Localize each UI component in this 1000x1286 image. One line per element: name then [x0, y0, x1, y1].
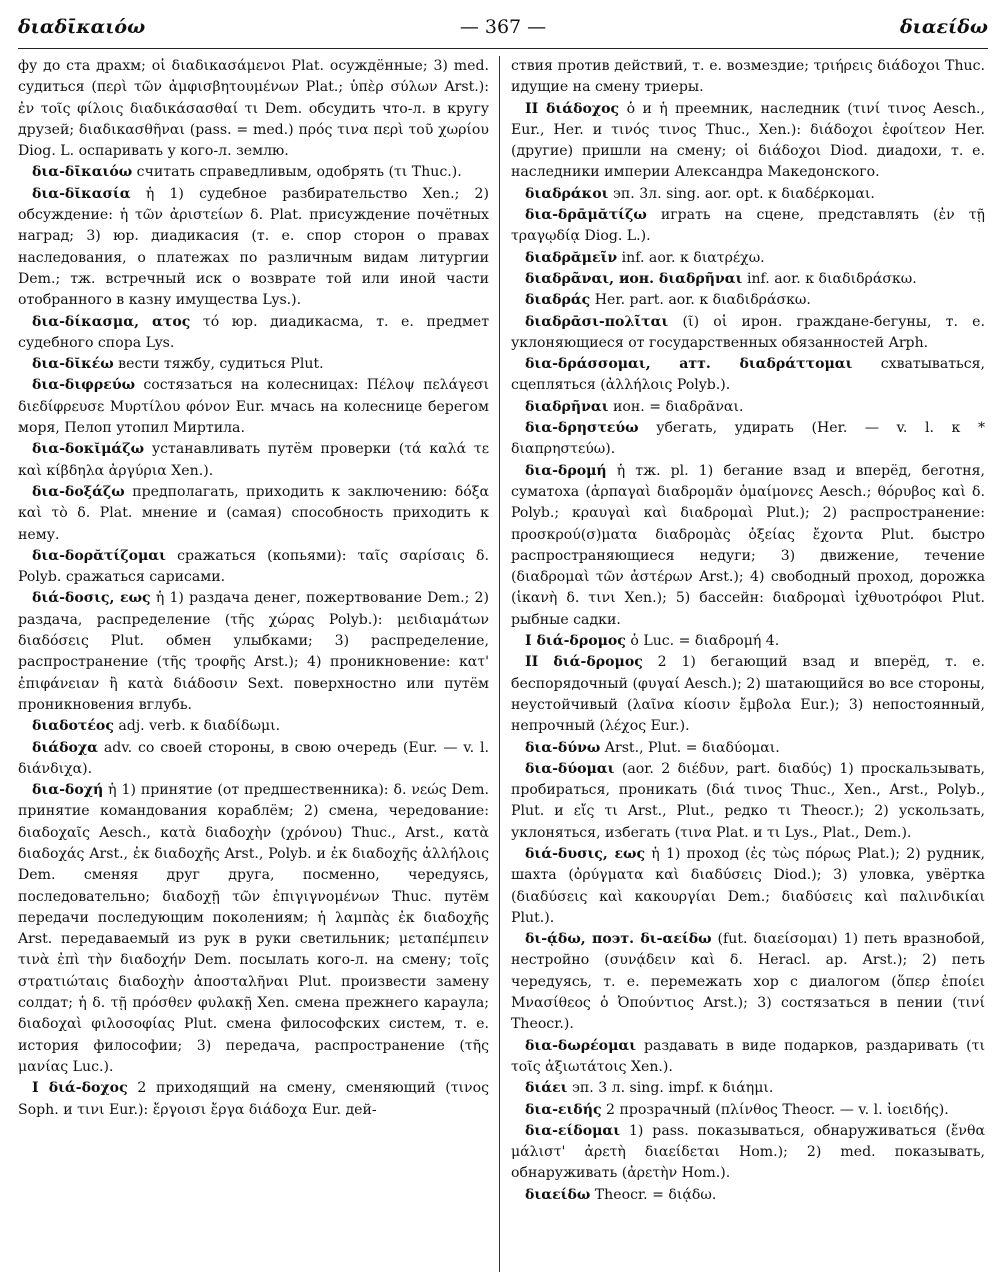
entry-definition: Theocr. = διᾴδω.: [594, 1186, 717, 1203]
entry-definition: эп. 3 л. sing. impf. к διάημι.: [571, 1080, 774, 1097]
entry-headword: δια-δρηστεύω: [525, 420, 639, 437]
dictionary-entry: [511, 631, 985, 652]
entry-headword: II διάδοχος: [525, 100, 620, 117]
dictionary-entry: [511, 418, 985, 461]
entry-headword: διάει: [525, 1080, 568, 1097]
entry-headword: δια-δράσσομαι, атт. διαδράττομαι: [525, 356, 853, 373]
entry-definition: предполагать, приходить к заключению: δόξα καὶ τὸ δ. Plat. мнение и (самая) способность приходить к нему.: [18, 483, 489, 543]
dictionary-entry: [18, 546, 489, 589]
entry-definition: adj. verb. к διαδίδωμι.: [118, 718, 281, 735]
entry-headword: δια-δορᾰτίζομαι: [32, 547, 166, 564]
entry-definition: (ῖ) οἱ ирон. граждане-бегуны, т. е. уклоняющиеся от государственных обязанностей Arph.: [511, 313, 985, 351]
entry-headword: δια-δῑκαιόω: [32, 164, 133, 181]
entry-definition: inf. aor. к διατρέχω.: [621, 249, 765, 266]
dictionary-entry: [511, 929, 985, 1035]
entry-definition: схватываться, сцепляться (ἀλλήλοις Polyb.).: [511, 356, 985, 394]
dictionary-entry: [18, 439, 489, 482]
entry-definition: играть на сцене, представлять (ἐν τῇ τραγῳδίᾳ Diog. L.).: [511, 207, 985, 245]
entry-headword: δια-διφρεύω: [32, 377, 136, 394]
entry-headword: δι-ᾴδω, поэт. δι-αείδω: [525, 931, 712, 948]
dictionary-entry: [18, 312, 489, 355]
dictionary-entry: [511, 738, 985, 759]
entry-definition: Arst., Plut. = διαδύομαι.: [604, 739, 780, 756]
dictionary-entry: [18, 184, 489, 312]
entry-headword: δια-ειδής: [525, 1101, 602, 1118]
running-head-left: διαδῑκαιόω: [18, 16, 146, 38]
dictionary-entry: [511, 844, 985, 929]
entry-headword: διά-δυσις, εως: [525, 845, 646, 862]
entry-definition: устанавливать путём проверки (τά καλά τε καὶ κίβδηλα ἀργύρια Xen.).: [18, 441, 489, 479]
dictionary-entry: [511, 397, 985, 418]
dictionary-entry: [511, 184, 985, 205]
entry-definition: убегать, удирать (Her. — v. l. к * διαπρηστεύω).: [511, 420, 985, 458]
entry-headword: διαδρᾱσι-πολῖται: [525, 313, 669, 330]
dictionary-entry: [18, 1078, 489, 1121]
dictionary-entry: [511, 269, 985, 290]
dictionary-entry: [18, 354, 489, 375]
entry-headword: διά-δοσις, εως: [32, 590, 151, 607]
entry-headword: διαδρᾰμεῖν: [525, 249, 618, 266]
entry-headword: διαείδω: [525, 1186, 591, 1203]
dictionary-entry: [511, 312, 985, 355]
entry-headword: δια-δίκασμα, ατος: [32, 313, 191, 330]
entry-headword: δια-δῐκασία: [32, 185, 131, 202]
entry-definition: ствия против действий, т. е. возмездие; τριήρεις διάδοχοι Thuc. идущие на смену триеры.: [511, 58, 985, 96]
entry-headword: δια-δρομή: [525, 462, 607, 479]
dictionary-entry: [18, 375, 489, 439]
entry-definition: ὁ и ἡ преемник, наследник (τινί τινος Aesch., Eur., Her. и τινός τινος Thuc., Xen.): διάδοχοι ἐφοίτεον Her. (другие) пришли на смену; οἱ διάδοχοι Diod. диадохи, т. е. наследники империи Александра Македонского.: [511, 100, 985, 181]
entry-definition: Her. part. aor. к διαδιδράσκω.: [594, 292, 811, 309]
entry-definition: inf. aor. к διαδιδράσκω.: [746, 270, 917, 287]
entry-definition: ἡ 1) принятие (от предшественника): δ. νεώς Dem. принятие командования кораблём; 2) смена, чередование: διαδοχαῖς Aesch., κατὰ διαδοχὴν (χρόνου) Thuc., Arst., κατὰ διαδοχάς Arst., ἐκ διαδοχῆς Arst., Polyb. и ἐκ διαδοχῆς ἀλλήλοις Dem. сменяя друг друга, посменно, чередуясь, последовательно; διαδοχῇ τῶν ἐπιγιγνομένων Thuc. путём передачи последующим поколениям; ἡ λαμπὰς ἐκ διαδοχῆς Arst. передаваемый из рук в руки светильник; μεταπέμπειν τινὰ ἐπὶ τὴν διαδοχήν Dem. посылать кого-л. на смену; τοῖς στρατιώταις διαδοχὴν ἀποσταλῆναι Plut. произвести замену солдат; ἡ δ. τῇ πρόσθεν φυλακῇ Xen. смена прежнего караула; διαδοχαὶ φιλοσοφίας Plut. смена философских систем, т. е. история философии; 3) передача, распространение (τῆς μανίας Luc.).: [18, 782, 489, 1075]
entry-headword: δια-δρᾱμᾰτίζω: [525, 207, 647, 224]
entry-definition: ἡ тж. pl. 1) бегание взад и вперёд, беготня, суматоха (ἁρπαγαὶ διαδρομᾶν ὁμαίμονες Aesch.; θόρυβος καὶ δ. Polyb.; κραυγαὶ καὶ διαδρομαὶ Plut.); 2) распространение: προσκρού(σ)ματα διαδρομὰς ὀξείας ἔχοντα Plut. быстро распространяющиеся недуги; 3) движение, течение (διαδρομαὶ τῶν ἀστέρων Arst.); 4) свободный проход, дорожка (ἱκανὴ δ. τινι Xen.); 5) бассейн: διαδρομαὶ ἰχθυοτρόφοι Plut. рыбные садки.: [511, 462, 985, 628]
entry-definition: состязаться на колесницах: Πέλοψ πελάγεσι διεδίφρευσε Μυρτίλου φόνον Eur. мчась на колеснице берегом моря, Пелоп утопил Миртила.: [18, 377, 489, 437]
entry-headword: I διά-δοχος: [32, 1080, 128, 1097]
dictionary-entry: [511, 248, 985, 269]
entry-definition: 1) pass. показываться, обнаруживаться (ἔνθα μάλιστ' ἀρετὴ διαείδεται Hom.); 2) med. показывать, обнаруживать (ἀρετὴν Hom.).: [511, 1122, 985, 1182]
entry-definition: ἡ 1) проход (ἐς τὼς πόρως Plat.); 2) рудник, шахта (ὀρύγματα καὶ διαδύσεις Diod.); 3) уловка, увёртка (διαδύσεις καὶ κακουργίαι Dem.; διαδύσεις καὶ παλινδικίαι Plut.).: [511, 845, 985, 926]
entry-headword: δια-δύομαι: [525, 760, 615, 777]
dictionary-entry: [511, 461, 985, 631]
entry-definition: ἡ 1) судебное разбирательство Xen.; 2) обсуждение: ἡ τῶν ἀριστείων δ. Plat. присуждение почётных наград; 3) юр. диадикасия (т. е. спор сторон о правах наследования, о платежах по различным видам литургии Dem.; тж. встречный иск о возврате той или иной части отобранного в казну имущества Lys.).: [18, 185, 489, 309]
dictionary-entry: [511, 1078, 985, 1099]
entry-definition: сражаться (копьями): ταῖς σαρίσαις δ. Polyb. сражаться сарисами.: [18, 547, 489, 586]
entry-headword: δια-είδομαι: [525, 1122, 621, 1139]
entry-headword: διάδοχα: [32, 739, 98, 756]
running-head-right: διαείδω: [900, 16, 988, 38]
entry-definition: 2 прозрачный (πλίνθος Theocr. — v. l. ἰοειδής).: [606, 1101, 949, 1118]
entry-headword: II διά-δρομος: [525, 654, 643, 671]
right-column: [511, 56, 985, 1280]
column-divider: [499, 56, 500, 1272]
dictionary-entry: [511, 290, 985, 311]
dictionary-entry: [511, 1185, 985, 1206]
dictionary-entry: [511, 354, 985, 397]
entry-definition: τό юр. диадикасма, т. е. предмет судебного спора Lys.: [18, 313, 489, 351]
dictionary-entry: [18, 780, 489, 1078]
dictionary-entry: [511, 99, 985, 184]
entry-headword: διαδρῆναι: [525, 398, 609, 415]
dictionary-entry: [511, 759, 985, 844]
entry-definition: 2 1) бегающий взад и вперёд, т. е. беспорядочный (φυγαί Aesch.); 2) шатающийся во все стороны, неустойчивый (λαῖνα κίοσιν ἔμβολα Eur.); 3) непостоянный, непрочный (λέχος Eur.).: [511, 654, 985, 735]
entry-definition: adv. со своей стороны, в свою очередь (Eur. — v. l. διάνδιχα).: [18, 739, 489, 777]
entry-definition: ὁ Luc. = διαδρομή 4.: [630, 633, 780, 650]
entry-headword: διαδράς: [525, 292, 591, 309]
dictionary-entry: [511, 1036, 985, 1079]
entry-definition: раздавать в виде подарков, раздаривать (τι τοῖς ἀξιωτάτοις Xen.).: [511, 1037, 985, 1075]
entry-definition: вести тяжбу, судиться Plut.: [118, 356, 324, 373]
dictionary-entry: [511, 652, 985, 737]
entry-headword: δια-δοκῐμάζω: [32, 441, 145, 458]
entry-headword: δια-δοξάζω: [32, 483, 125, 500]
entry-definition: эп. 3л. sing. aor. opt. к διαδέρκομαι.: [612, 185, 875, 202]
dictionary-entry: [18, 738, 489, 781]
entry-headword: δια-δοχή: [32, 782, 104, 799]
entry-definition: ион. = διαδρᾶναι.: [613, 398, 744, 415]
entry-definition: считать справедливым, одобрять (τι Thuc.).: [136, 164, 462, 181]
entry-headword: δια-δῐκέω: [32, 356, 114, 373]
entry-definition: (fut. διαείσομαι) 1) петь вразнобой, нестройно (συνᾴδειν καὶ δ. Heracl. ap. Arst.); 2) петь чередуясь, т. е. перемежать хор с диалогом (ὅπερ ἐποίει Μνασίθεος ὁ Ὀπούντιος Arst.); 3) состязаться в пении (τινί Theocr.).: [511, 931, 985, 1033]
entry-definition: 2 приходящий на смену, сменяющий (τινος Soph. и τινι Eur.): ἔργοισι ἔργα διάδοχα Eur. дей-: [18, 1080, 489, 1118]
dictionary-entry: [511, 1121, 985, 1185]
entry-headword: διαδρᾶναι, ион. διαδρῆναι: [525, 270, 743, 287]
entry-definition: ἡ 1) раздача денег, пожертвование Dem.; 2) раздача, распределение (τῆς χώρας Polyb.): μειδιαμάτων διαδόσεις Plut. обмен улыбками; 3) распределение, распространение (τῆς τροφῆς Arst.); 4) проникновение: κατ' ἐπιφάνειαν ἢ κατὰ διάδοσιν Sext. поверхностно или путём проникновения вглубь.: [18, 590, 489, 713]
dictionary-entry: [511, 205, 985, 248]
entry-headword: διαδοτέος: [32, 718, 114, 735]
page-header: [18, 14, 988, 49]
dictionary-entry: [18, 588, 489, 716]
dictionary-entry: [511, 1100, 985, 1121]
dictionary-entry: [511, 56, 985, 99]
entry-definition: фу до ста драхм; οἱ διαδικασάμενοι Plat. осуждённые; 3) med. судиться (περὶ τῶν ἀμφισβητουμένων Plat.; ὑπὲρ σύλων Arst.): ἐν τοῖς φίλοις διαδικάσασθαί τι Dem. обсудить что-л. в кругу друзей; διαδικασθῆναι (pass. = med.) πρός τινα περὶ τοῦ χωρίου Diog. L. оспаривать у кого-л. землю.: [18, 58, 489, 160]
dictionary-entry: [18, 56, 489, 162]
entry-headword: δια-δύνω: [525, 739, 601, 756]
entry-headword: δια-δωρέομαι: [525, 1037, 637, 1054]
page-number: — 367 —: [459, 16, 547, 38]
dictionary-entry: [18, 482, 489, 546]
dictionary-entry: [18, 716, 489, 737]
entry-definition: (aor. 2 διέδυν, part. διαδύς) 1) проскальзывать, пробираться, проникать (διά τινος Thuc., Xen., Arst., Polyb., Plut. и εἴς τι Arst., Plut., редко τι Theocr.); 2) ускользать, уклоняться, избегать (τινα Plat. и τι Lys., Plat., Dem.).: [511, 760, 985, 841]
entry-headword: I διά-δρομος: [525, 633, 626, 650]
left-column: [18, 56, 489, 1280]
entry-headword: διαδράκοι: [525, 185, 609, 202]
dictionary-entry: [18, 162, 489, 183]
